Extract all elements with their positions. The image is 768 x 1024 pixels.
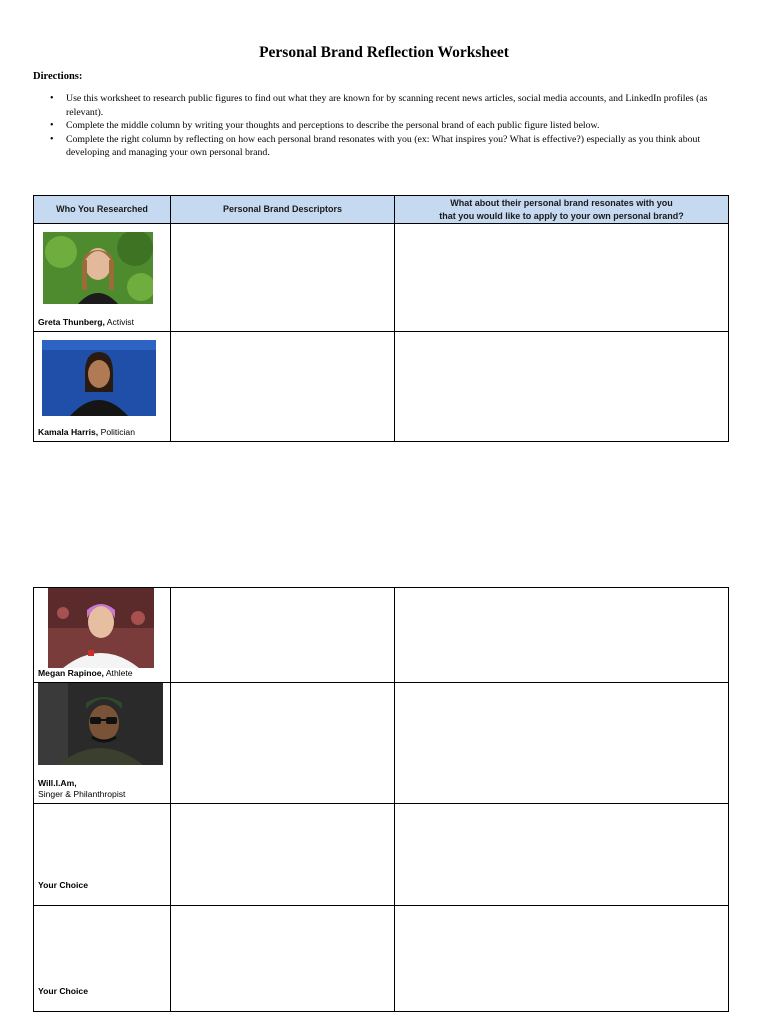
figure-role: Activist	[104, 317, 134, 327]
figure-label	[38, 668, 133, 679]
figure-name: Megan Rapinoe,	[38, 668, 104, 678]
figure-name: Will.I.Am,	[38, 778, 77, 788]
figure-cell	[34, 588, 171, 683]
header-resonates	[395, 196, 729, 224]
your-choice-label: Your Choice	[38, 880, 88, 890]
brand-descriptors-cell[interactable]	[171, 588, 395, 683]
resonates-cell[interactable]	[395, 683, 729, 804]
table-row	[34, 332, 729, 442]
your-choice-label: Your Choice	[38, 986, 88, 996]
table-row	[34, 588, 729, 683]
brand-descriptors-cell[interactable]	[171, 332, 395, 442]
table-row	[34, 804, 729, 906]
worksheet-table-2	[33, 587, 729, 1012]
brand-descriptors-cell[interactable]	[171, 224, 395, 332]
directions-list	[46, 92, 736, 160]
kamala-photo	[42, 340, 156, 416]
figure-name: Kamala Harris,	[38, 427, 99, 437]
direction-item: • Complete the middle column by writing your thoughts and perceptions to describe the personal brand of each public figure listed below.	[46, 119, 736, 133]
brand-descriptors-cell[interactable]	[171, 804, 395, 906]
greta-photo	[43, 232, 153, 304]
will-photo	[38, 683, 163, 765]
resonates-cell[interactable]	[395, 588, 729, 683]
figure-label	[38, 427, 135, 438]
figure-role: Politician	[98, 427, 135, 437]
header-brand-descriptors: Personal Brand Descriptors	[171, 196, 395, 224]
figure-role: Singer & Philanthropist	[38, 789, 126, 799]
figure-cell[interactable]	[34, 804, 171, 906]
resonates-cell[interactable]	[395, 804, 729, 906]
directions-label: Directions:	[33, 71, 83, 82]
table-row	[34, 224, 729, 332]
figure-role: Athlete	[103, 668, 133, 678]
table-row	[34, 906, 729, 1012]
resonates-cell[interactable]	[395, 332, 729, 442]
direction-item: • Complete the right column by reflecting on how each personal brand resonates with you (ex: What inspires you? What is effective?) especially as you think about developing and managing your own personal brand.	[46, 133, 736, 160]
brand-descriptors-cell[interactable]	[171, 683, 395, 804]
figure-name: Greta Thunberg,	[38, 317, 105, 327]
brand-descriptors-cell[interactable]	[171, 906, 395, 1012]
figure-cell	[34, 224, 171, 332]
page-title: Personal Brand Reflection Worksheet	[259, 44, 509, 61]
megan-photo	[48, 588, 154, 668]
resonates-cell[interactable]	[395, 224, 729, 332]
figure-cell	[34, 683, 171, 804]
direction-item: • Use this worksheet to research public figures to find out what they are known for by scanning recent news articles, social media accounts, and LinkedIn profiles (as relevant).	[46, 92, 736, 119]
worksheet-table-1	[33, 195, 729, 442]
table-row	[34, 683, 729, 804]
header-resonates-line2: that you would like to apply to your own personal brand?	[439, 210, 684, 221]
figure-cell	[34, 332, 171, 442]
figure-cell[interactable]	[34, 906, 171, 1012]
header-resonates-line1: What about their personal brand resonates with you	[450, 197, 673, 208]
figure-label	[38, 778, 125, 800]
header-who-researched: Who You Researched	[34, 196, 171, 224]
resonates-cell[interactable]	[395, 906, 729, 1012]
figure-label	[38, 317, 134, 328]
